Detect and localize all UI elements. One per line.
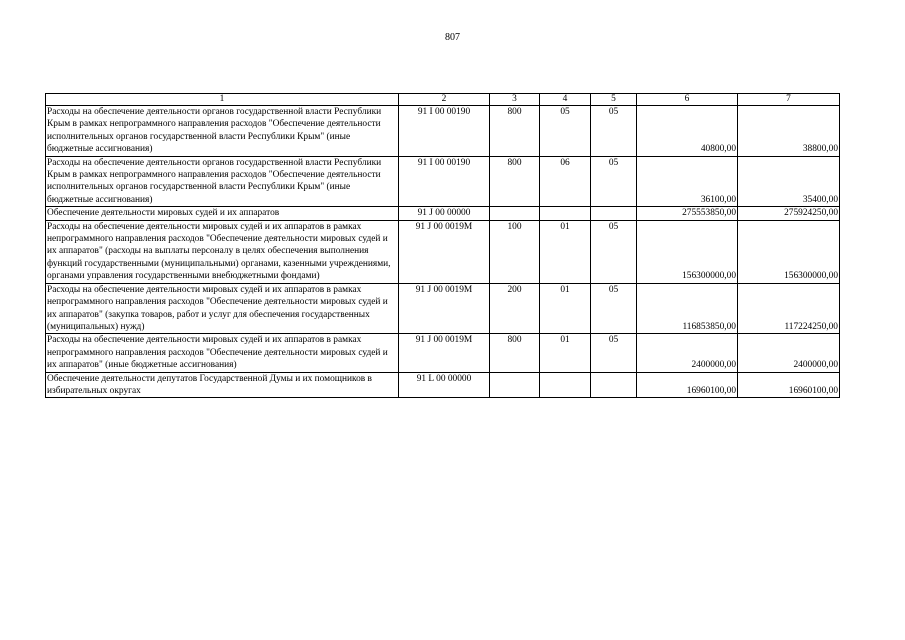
row-amount-col7: 156300000,00 [738, 220, 840, 283]
row-col5: 05 [591, 220, 637, 283]
row-col4 [540, 372, 591, 398]
row-col5 [591, 372, 637, 398]
table-row [46, 372, 840, 398]
row-code: 91 I 00 00190 [399, 156, 490, 207]
row-amount-col7: 117224250,00 [738, 283, 840, 334]
column-header: 1 [46, 94, 399, 106]
table-header-row [46, 94, 840, 106]
row-col5: 05 [591, 106, 637, 157]
row-amount-col6: 116853850,00 [637, 283, 738, 334]
row-code: 91 I 00 00190 [399, 106, 490, 157]
row-amount-col6: 36100,00 [637, 156, 738, 207]
row-description: Расходы на обеспечение деятельности мировых судей и их аппаратов в рамках непрограммного направления расходов "Обеспечение деятельности мировых судей и их аппаратов" (расходы на выплаты персоналу в целях обеспечения выполнения функций государственными (муниципальными) органами, казенными учреждениями, органами управления государственными внебюджетными фондами) [46, 220, 399, 283]
budget-table [45, 93, 840, 398]
row-amount-col6: 16960100,00 [637, 372, 738, 398]
column-header: 4 [540, 94, 591, 106]
row-col4 [540, 207, 591, 220]
row-col5: 05 [591, 334, 637, 372]
row-col4: 01 [540, 283, 591, 334]
column-header: 3 [490, 94, 540, 106]
table-row [46, 220, 840, 283]
row-code: 91 J 00 0019М [399, 283, 490, 334]
row-col4: 01 [540, 220, 591, 283]
table-row [46, 207, 840, 220]
row-col3: 800 [490, 334, 540, 372]
column-header: 6 [637, 94, 738, 106]
column-header: 2 [399, 94, 490, 106]
row-col5 [591, 207, 637, 220]
row-amount-col7: 275924250,00 [738, 207, 840, 220]
row-description: Расходы на обеспечение деятельности органов государственной власти Республики Крым в рамках непрограммного направления расходов "Обеспечение деятельности исполнительных органов государственной власти Республики Крым" (иные бюджетные ассигнования) [46, 106, 399, 157]
row-amount-col6: 2400000,00 [637, 334, 738, 372]
row-col3: 800 [490, 156, 540, 207]
table-row [46, 283, 840, 334]
row-amount-col6: 40800,00 [637, 106, 738, 157]
row-amount-col7: 38800,00 [738, 106, 840, 157]
row-code: 91 J 00 00000 [399, 207, 490, 220]
column-header: 5 [591, 94, 637, 106]
row-amount-col7: 2400000,00 [738, 334, 840, 372]
row-amount-col7: 35400,00 [738, 156, 840, 207]
row-description: Расходы на обеспечение деятельности мировых судей и их аппаратов в рамках непрограммного направления расходов "Обеспечение деятельности мировых судей и их аппаратов" (иные бюджетные ассигнования) [46, 334, 399, 372]
row-code: 91 J 00 0019М [399, 334, 490, 372]
table-row [46, 106, 840, 157]
row-col4: 06 [540, 156, 591, 207]
row-amount-col6: 275553850,00 [637, 207, 738, 220]
row-description: Расходы на обеспечение деятельности органов государственной власти Республики Крым в рамках непрограммного направления расходов "Обеспечение деятельности исполнительных органов государственной власти Республики Крым" (иные бюджетные ассигнования) [46, 156, 399, 207]
row-description: Обеспечение деятельности мировых судей и их аппаратов [46, 207, 399, 220]
table-row [46, 334, 840, 372]
row-code: 91 J 00 0019М [399, 220, 490, 283]
page-number: 807 [445, 32, 460, 43]
row-col5: 05 [591, 283, 637, 334]
row-col4: 05 [540, 106, 591, 157]
row-description: Обеспечение деятельности депутатов Государственной Думы и их помощников в избирательных округах [46, 372, 399, 398]
row-col4: 01 [540, 334, 591, 372]
row-col3 [490, 372, 540, 398]
row-amount-col6: 156300000,00 [637, 220, 738, 283]
row-col3: 800 [490, 106, 540, 157]
row-col5: 05 [591, 156, 637, 207]
column-header: 7 [738, 94, 840, 106]
row-col3: 200 [490, 283, 540, 334]
row-col3: 100 [490, 220, 540, 283]
table-row [46, 156, 840, 207]
row-code: 91 L 00 00000 [399, 372, 490, 398]
row-col3 [490, 207, 540, 220]
row-description: Расходы на обеспечение деятельности мировых судей и их аппаратов в рамках непрограммного направления расходов "Обеспечение деятельности мировых судей и их аппаратов" (закупка товаров, работ и услуг для обеспечения государственных (муниципальных) нужд) [46, 283, 399, 334]
row-amount-col7: 16960100,00 [738, 372, 840, 398]
